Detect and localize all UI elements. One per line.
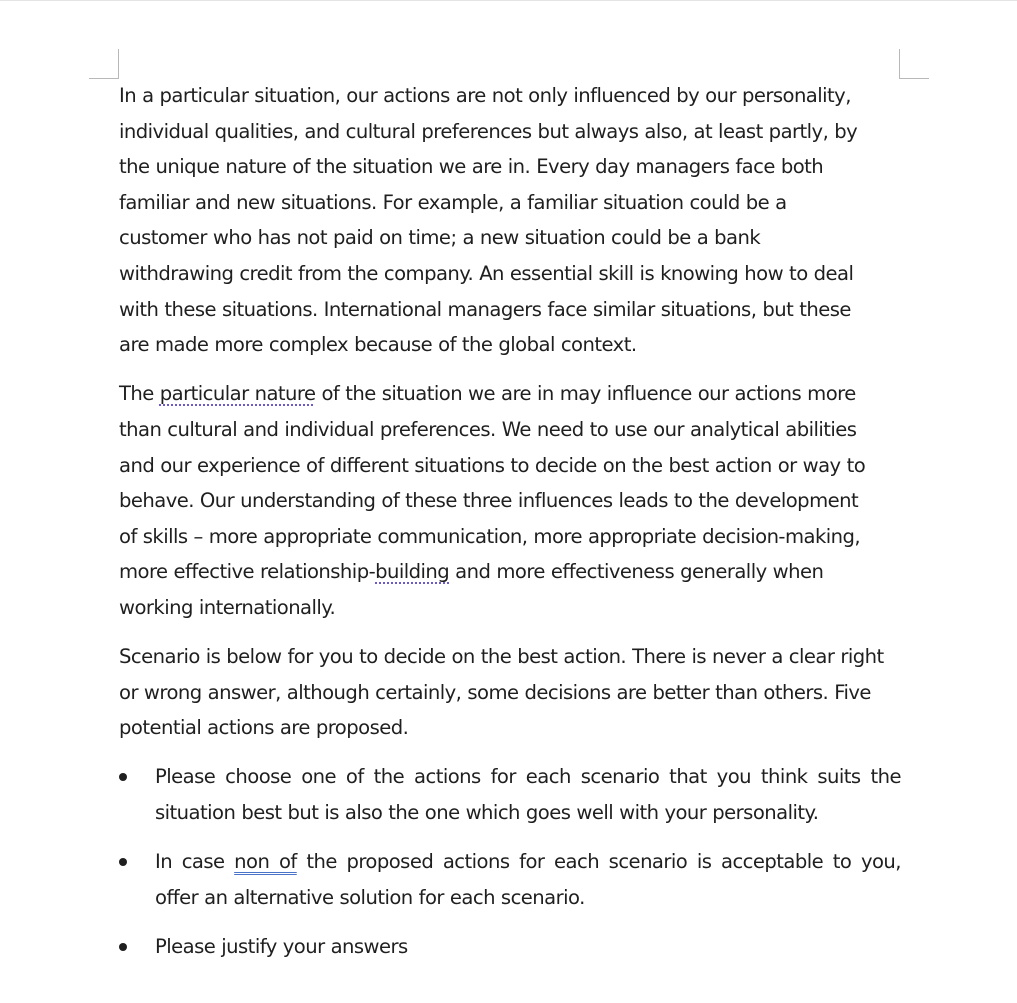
paragraph-2[interactable] xyxy=(119,376,901,625)
paragraph-1-line-5: customer who has not paid on time; a new situation could be a bank xyxy=(119,226,761,250)
text-run: In case xyxy=(155,850,235,874)
bullet-2-line-2: offer an alternative solution for each scenario. xyxy=(155,885,585,909)
text-run: and more effectiveness generally when xyxy=(449,560,824,584)
page-margin-corner-top-right xyxy=(899,49,929,79)
spelling-flagged-text[interactable]: building xyxy=(375,560,450,584)
bullet-item-3[interactable] xyxy=(119,929,901,965)
bullet-icon xyxy=(119,858,127,866)
bullet-item-1[interactable] xyxy=(119,759,901,830)
paragraph-1-line-4: familiar and new situations. For example, a familiar situation could be a xyxy=(119,190,787,214)
paragraph-2-line-2: than cultural and individual preferences. We need to use our analytical abilities xyxy=(119,417,857,441)
paragraph-1-line-1: In a particular situation, our actions are not only influenced by our personality, xyxy=(119,84,851,107)
paragraph-1-line-2: individual qualities, and cultural preferences but always also, at least partly, by xyxy=(119,119,858,143)
bullet-icon xyxy=(119,773,127,781)
paragraph-1-line-6: withdrawing credit from the company. An essential skill is knowing how to deal xyxy=(119,261,854,285)
paragraph-2-line-5: of skills – more appropriate communication, more appropriate decision-making, xyxy=(119,524,861,548)
bullet-icon xyxy=(119,943,127,951)
document-body[interactable] xyxy=(119,78,901,965)
paragraph-3-line-2: or wrong answer, although certainly, some decisions are better than others. Five xyxy=(119,680,871,704)
text-run: more effective relationship- xyxy=(119,560,376,584)
paragraph-1[interactable] xyxy=(119,78,901,363)
paragraph-1-line-7: with these situations. International managers face similar situations, but these xyxy=(119,297,851,321)
bullet-item-2[interactable] xyxy=(119,844,901,915)
bullet-2-line-1 xyxy=(155,844,901,880)
paragraph-2-line-4: behave. Our understanding of these three influences leads to the development xyxy=(119,489,859,513)
paragraph-2-line-3: and our experience of different situations to decide on the best action or way to xyxy=(119,453,866,477)
bullet-3-line-1: Please justify your answers xyxy=(155,935,408,959)
page-margin-corner-top-left xyxy=(89,49,119,79)
paragraph-1-line-3: the unique nature of the situation we are in. Every day managers face both xyxy=(119,155,824,179)
bullet-1-line-2: situation best but is also the one which goes well with your personality. xyxy=(155,801,819,825)
spelling-flagged-text[interactable]: particular nature xyxy=(159,382,316,406)
paragraph-3-line-3: potential actions are proposed. xyxy=(119,716,409,740)
text-run: the proposed actions for each scenario is acceptable to you, xyxy=(296,850,901,874)
bullet-1-line-1: Please choose one of the actions for each scenario that you think suits the xyxy=(155,765,901,789)
text-run: The xyxy=(119,382,160,406)
paragraph-2-line-6 xyxy=(119,554,901,590)
paragraph-2-line-1 xyxy=(119,376,901,412)
paragraph-3[interactable] xyxy=(119,639,901,746)
bullet-list[interactable] xyxy=(119,759,901,964)
paragraph-3-line-1: Scenario is below for you to decide on the best action. There is never a clear right xyxy=(119,645,884,669)
grammar-flagged-text[interactable]: non of xyxy=(234,850,297,874)
paragraph-1-line-8: are made more complex because of the global context. xyxy=(119,333,637,357)
text-run: of the situation we are in may influence our actions more xyxy=(315,382,856,406)
paragraph-2-line-7: working internationally. xyxy=(119,595,336,619)
